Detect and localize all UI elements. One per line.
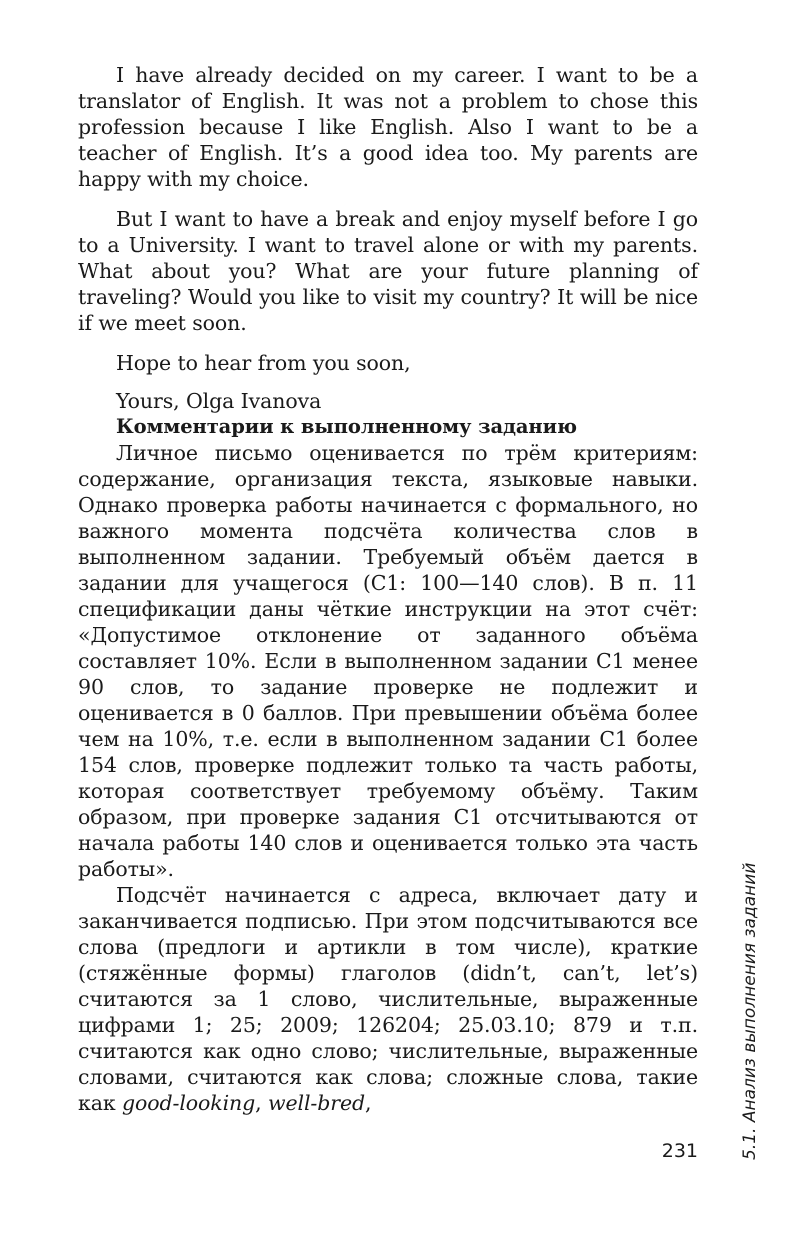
page-number: 231 [661,1140,698,1162]
page-body [78,62,698,1116]
term-trailing-comma: , [365,1091,372,1115]
letter-paragraph-2: But I want to have a break and enjoy myself before I go to a University. I want to travel alone or with my parents. What about you? What are your future planning of traveling? Would you like to visit my country? It will be nice if we meet soon. [78,207,698,335]
letter-signature: Yours, Olga Ivanova [116,389,322,413]
term-good-looking: good-looking [121,1091,256,1115]
letter-paragraph-1: I have already decided on my career. I want to be a translator of English. It was not a problem to chose this profession because I like English. Also I want to be a teacher of English. It’s a good idea too. My parents are happy with my choice. [78,63,698,191]
commentary-paragraph-2 [78,882,698,1116]
running-head: 5.1. Анализ выполнения заданий [740,862,760,1160]
commentary-body [78,440,698,1116]
term-separator: , [255,1091,269,1115]
letter-closing: Hope to hear from you soon, [116,351,411,375]
commentary-paragraph-2-text: Подсчёт начинается с адреса, включает дату и заканчивается подписью. При этом подсчитываются все слова (предлоги и артикли в том числе), краткие (стяжённые формы) глаголов (didn’t, can’t, let’s) считаются за 1 слово, числительные, выраженные цифрами 1; 25; 2009; 126204; 25.03.10; 879 и т.п. считаются как одно слово; числительные, выраженные словами, считаются как слова; сложные слова, такие как [78,883,698,1115]
term-well-bred: well-bred [268,1091,366,1115]
commentary-heading: Комментарии к выполненному заданию [116,415,577,438]
commentary-paragraph-1: Личное письмо оценивается по трём критериям: содержание, организация текста, языковые навыки. Однако проверка работы начинается с формального, но важного момента подсчёта количества слов в выполненном задании. Требуемый объём дается в задании для учащегося (С1: 100—140 слов). В п. 11 спецификации даны чёткие инструкции на этот счёт: «Допустимое отклонение от заданного объёма составляет 10%. Если в выполненном задании С1 менее 90 слов, то задание проверке не подлежит и оценивается в 0 баллов. При превышении объёма более чем на 10%, т.е. если в выполненном задании С1 более 154 слов, проверке подлежит только та часть работы, которая соответствует требуемому объёму. Таким образом, при проверке задания С1 отсчитываются от начала работы 140 слов и оценивается только эта часть работы». [78,441,698,881]
